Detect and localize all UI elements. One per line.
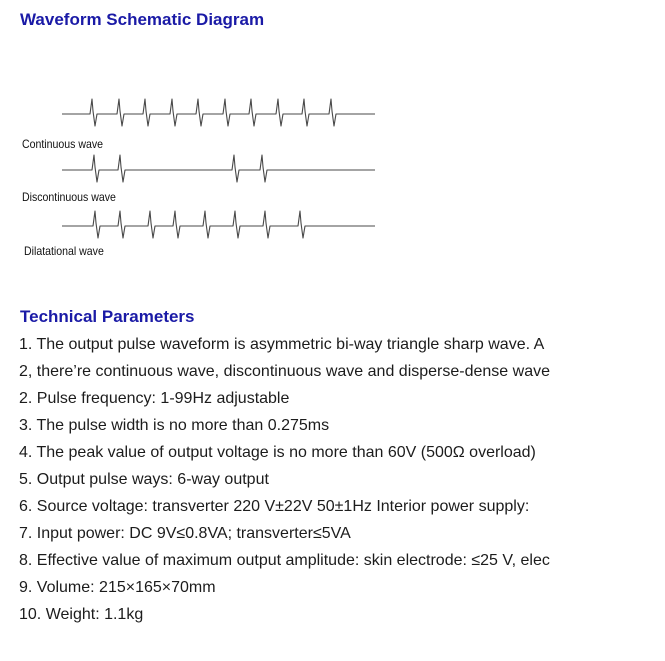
parameter-item: 2, there’re continuous wave, discontinuous wave and disperse-dense wave [19,363,550,380]
parameter-item: 7. Input power: DC 9V≤0.8VA; transverter≤5VA [19,525,351,542]
technical-parameters-title: Technical Parameters [20,307,195,326]
continuous-wave-label: Continuous wave [22,137,104,151]
waveform-traces [0,80,400,270]
parameter-item: 8. Effective value of maximum output amplitude: skin electrode: ≤25 V, elec [19,552,550,569]
parameter-item: 6. Source voltage: transverter 220 V±22V 50±1Hz Interior power supply: [19,498,530,515]
discontinuous-wave-trace [62,155,375,182]
parameter-item: 2. Pulse frequency: 1-99Hz adjustable [19,390,290,407]
parameter-item: 4. The peak value of output voltage is no more than 60V (500Ω overload) [19,444,536,461]
parameter-item: 9. Volume: 215×165×70mm [19,579,216,596]
discontinuous-wave-label: Discontinuous wave [22,190,116,204]
dilatational-wave-label: Dilatational wave [24,244,104,258]
parameter-item: 1. The output pulse waveform is asymmetric bi-way triangle sharp wave. A [19,336,545,353]
waveform-diagram-title: Waveform Schematic Diagram [20,10,265,29]
parameter-item: 10. Weight: 1.1kg [19,606,144,623]
waveform-diagram [0,80,400,270]
continuous-wave-trace [62,99,375,126]
parameter-item: 5. Output pulse ways: 6-way output [19,471,269,488]
parameter-item: 3. The pulse width is no more than 0.275ms [19,417,330,434]
dilatational-wave-trace [62,211,375,238]
technical-parameters-list [19,331,610,628]
